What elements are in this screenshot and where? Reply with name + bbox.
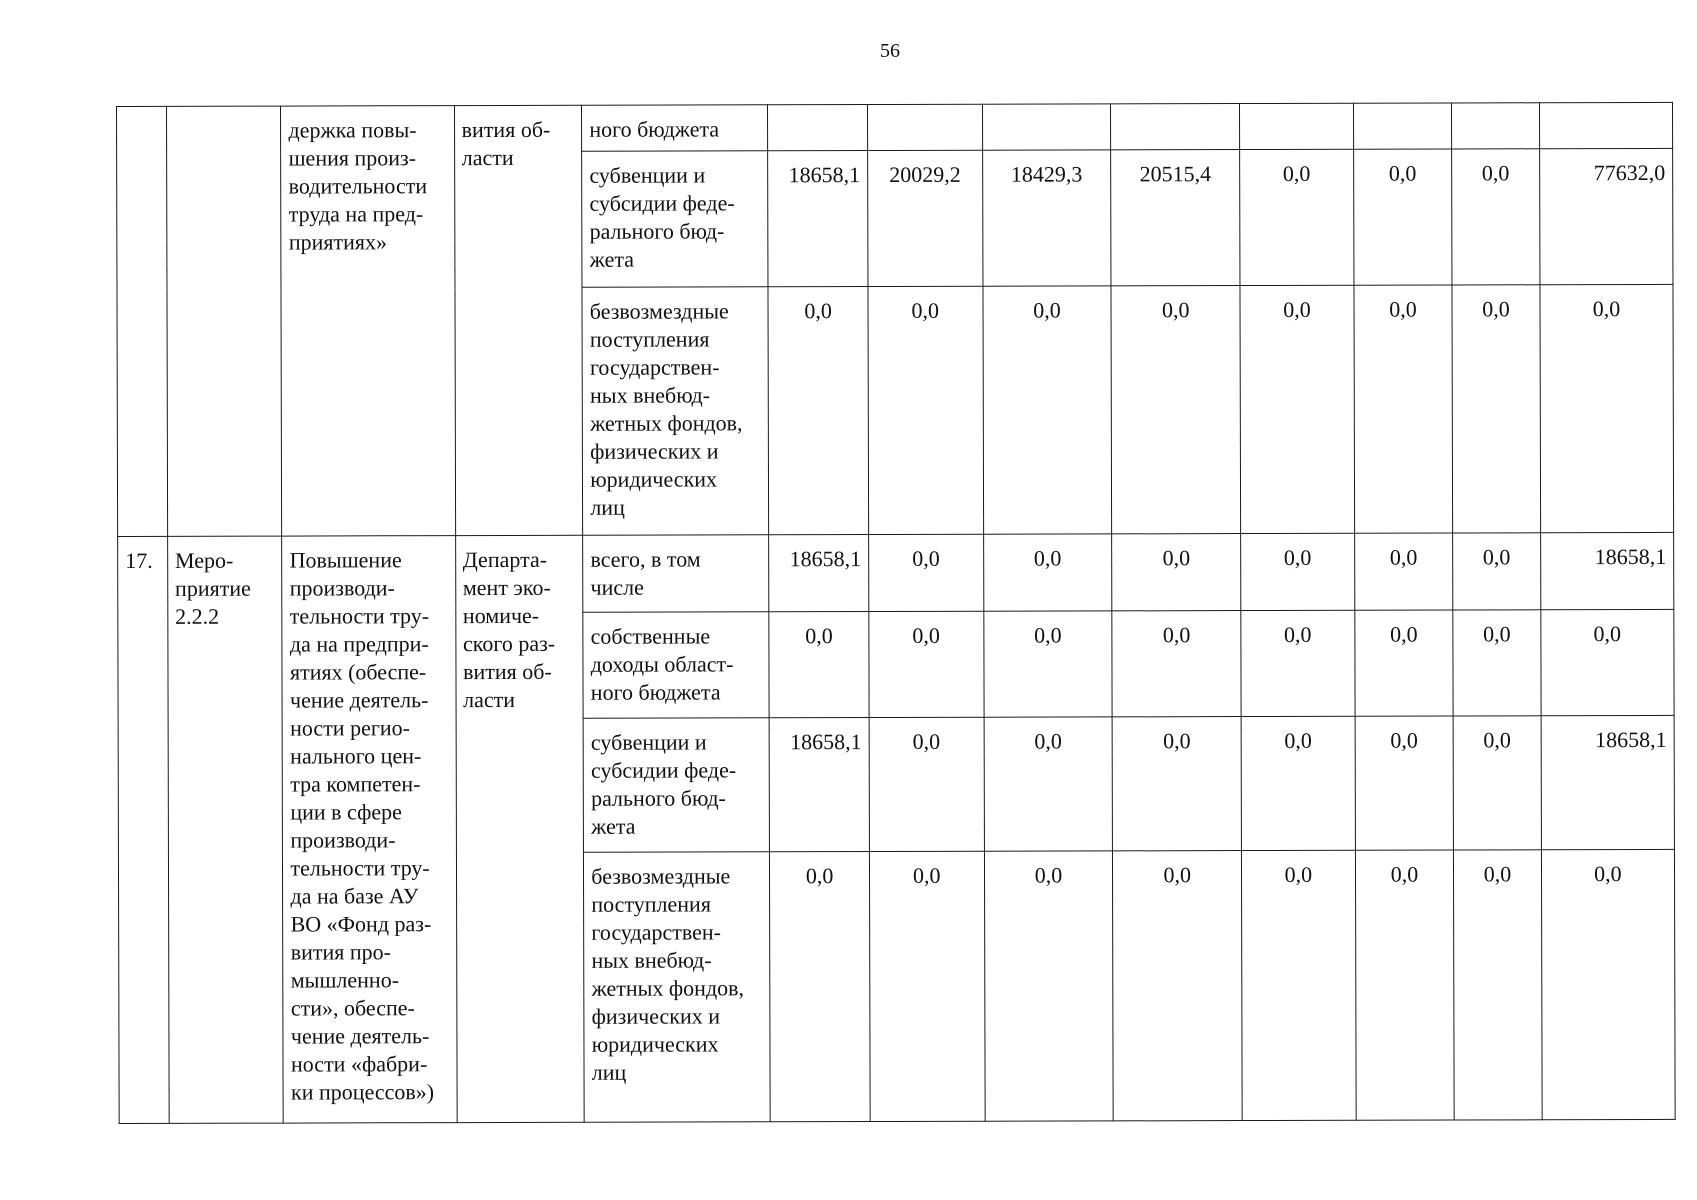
value-cell bbox=[1452, 103, 1540, 149]
value-cell: 0,0 bbox=[1355, 850, 1454, 1120]
source-label-cell: субвенции и субсидии феде- рального бюд- жета bbox=[583, 718, 769, 852]
table-row bbox=[117, 102, 1673, 152]
value-cell: 0,0 bbox=[769, 612, 869, 718]
value-cell: 0,0 bbox=[1541, 849, 1675, 1119]
value-cell: 0,0 bbox=[1454, 850, 1542, 1120]
row-number-cell bbox=[117, 106, 168, 536]
value-cell: 18658,1 bbox=[1540, 532, 1673, 609]
value-cell: 0,0 bbox=[868, 286, 983, 534]
value-cell: 0,0 bbox=[1354, 285, 1453, 533]
value-cell bbox=[1539, 102, 1672, 148]
page-number: 56 bbox=[880, 40, 900, 62]
source-label-cell: безвозмездные поступления государствен- ных внебюд- жетных фондов, физических и юридических лиц bbox=[582, 287, 769, 535]
value-cell: 0,0 bbox=[983, 286, 1112, 534]
value-cell bbox=[982, 104, 1111, 150]
value-cell bbox=[1240, 103, 1354, 149]
value-cell: 77632,0 bbox=[1539, 148, 1673, 284]
executor-cell: вития об- ласти bbox=[454, 105, 583, 535]
value-cell: 0,0 bbox=[1113, 851, 1242, 1121]
value-cell bbox=[768, 105, 868, 151]
source-label-cell: ного бюджета bbox=[582, 105, 768, 151]
value-cell: 0,0 bbox=[1453, 716, 1541, 850]
row-type-cell bbox=[166, 106, 282, 536]
value-cell bbox=[1353, 103, 1452, 149]
value-cell: 0,0 bbox=[1355, 610, 1454, 716]
value-cell: 0,0 bbox=[1241, 716, 1355, 850]
value-cell: 0,0 bbox=[770, 852, 870, 1122]
value-cell: 0,0 bbox=[768, 287, 868, 535]
value-cell: 0,0 bbox=[984, 851, 1113, 1121]
value-cell bbox=[867, 104, 982, 150]
value-cell: 0,0 bbox=[869, 534, 984, 611]
value-cell: 0,0 bbox=[869, 717, 984, 851]
value-cell: 0,0 bbox=[1241, 610, 1355, 716]
value-cell: 0,0 bbox=[983, 534, 1112, 611]
value-cell: 0,0 bbox=[1452, 285, 1540, 533]
value-cell: 0,0 bbox=[1354, 533, 1453, 610]
value-cell: 0,0 bbox=[1453, 533, 1541, 610]
value-cell: 20515,4 bbox=[1111, 150, 1240, 286]
value-cell: 0,0 bbox=[869, 851, 984, 1121]
value-cell: 18429,3 bbox=[982, 150, 1111, 286]
measure-name-cell: Повышение производи- тельности тру- да на предпри- ятиях (обеспе- чение деятель- ности регио- нального цен- тра компетен- ции в сфере производи- тельности тру- да на базе АУ ВО «Фонд раз- вития про- мышленно- сти», обеспе- чение деятель- ности «фабри- ки процессов») bbox=[282, 536, 457, 1123]
value-cell: 0,0 bbox=[1540, 284, 1674, 532]
value-cell: 0,0 bbox=[1242, 850, 1356, 1120]
row-type-cell: Меро- приятие 2.2.2 bbox=[167, 536, 283, 1123]
source-label-cell: субвенции и субсидии феде- рального бюд- жета bbox=[582, 151, 768, 287]
value-cell: 0,0 bbox=[1112, 611, 1241, 717]
value-cell: 0,0 bbox=[1111, 286, 1240, 534]
value-cell: 0,0 bbox=[1112, 534, 1241, 611]
value-cell: 0,0 bbox=[1240, 149, 1354, 285]
value-cell: 0,0 bbox=[1355, 716, 1454, 850]
value-cell: 20029,2 bbox=[868, 150, 983, 286]
value-cell: 0,0 bbox=[983, 611, 1112, 717]
source-label-cell: всего, в том числе bbox=[583, 535, 769, 612]
table-row bbox=[118, 532, 1674, 613]
value-cell: 0,0 bbox=[1541, 609, 1674, 715]
value-cell: 0,0 bbox=[984, 717, 1113, 851]
source-label-cell: собственные доходы област- ного бюджета bbox=[583, 612, 769, 718]
budget-table bbox=[116, 102, 1676, 1124]
value-cell: 18658,1 bbox=[769, 718, 869, 852]
value-cell: 0,0 bbox=[1112, 717, 1241, 851]
value-cell: 18658,1 bbox=[768, 151, 868, 287]
value-cell: 0,0 bbox=[1240, 285, 1354, 533]
executor-cell: Департа- мент эко- номиче- ского раз- вития об- ласти bbox=[455, 535, 584, 1122]
value-cell: 0,0 bbox=[1241, 533, 1355, 610]
value-cell: 0,0 bbox=[1452, 149, 1540, 285]
measure-name-cell: держка повы- шения произ- водительности труда на пред- приятиях» bbox=[281, 106, 455, 536]
value-cell: 0,0 bbox=[1353, 149, 1452, 285]
row-number-cell: 17. bbox=[118, 536, 169, 1123]
value-cell: 0,0 bbox=[1453, 610, 1541, 716]
source-label-cell: безвозмездные поступления государствен- ных внебюд- жетных фондов, физических и юридических лиц bbox=[584, 852, 771, 1122]
value-cell: 18658,1 bbox=[769, 535, 869, 612]
value-cell: 0,0 bbox=[869, 611, 984, 717]
value-cell bbox=[1111, 104, 1240, 150]
value-cell: 18658,1 bbox=[1541, 715, 1675, 849]
